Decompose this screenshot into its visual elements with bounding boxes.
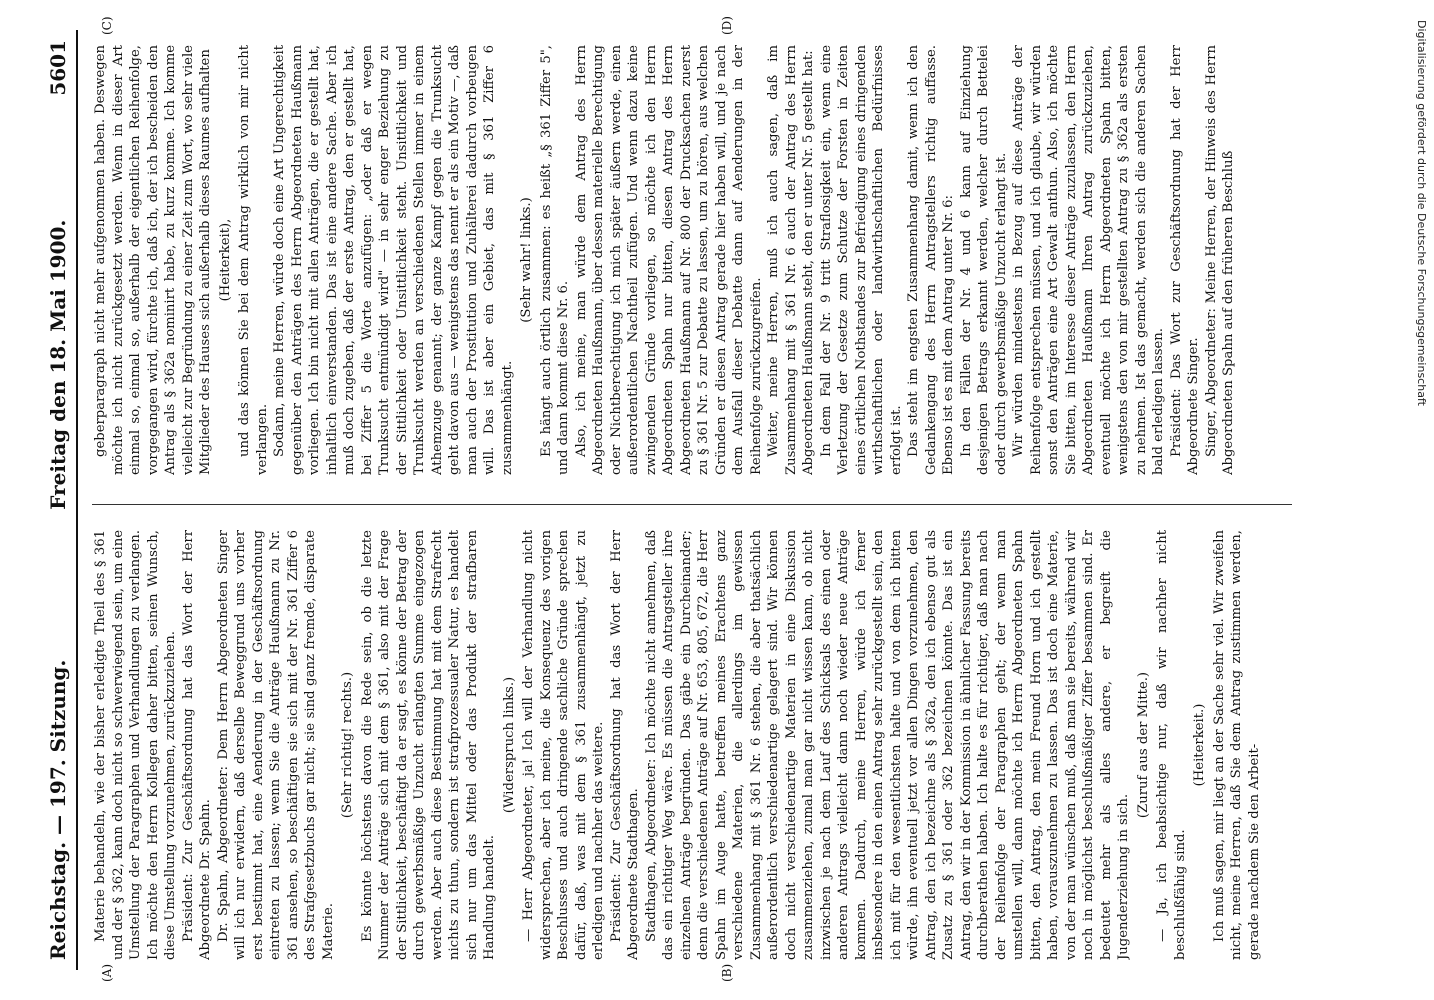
paragraph: Das steht im engsten Zusammenhang damit, wenn ich den Gedankengang des Herrn Antragstellers richtig auffasse. Ebenso ist es mit dem Antrag unter Nr. 6: — [906, 45, 956, 475]
paragraph: Es könnte höchstens davon die Rede sein, ob die letzte Nummer der Anträge sich mit dem § 361, also mit der Frage der Sittlichkeit, beschäftigt da er sagt, es könne der Betrag der durch gewerbsmäßige Unzucht erlangten Summe eingezogen werden. Aber auch diese Bestimmung hat mit dem Strafrecht nichts zu thun, sondern ist strafprozessualer Natur, es handelt sich nur um das Mittel oder das Produkt der strafbaren Handlung handelt. — [359, 530, 497, 960]
margin-mark-c: (C) — [100, 16, 114, 35]
paragraph: In den Fällen der Nr. 4 und 6 kann auf Einziehung desjenigen Betrags erkannt werden, welcher durch Bettelei oder durch gewerbsmäßige Unzucht erlangt ist. — [958, 45, 1009, 475]
margin-mark-b: (B) — [720, 963, 734, 982]
margin-mark-d: (D) — [720, 16, 734, 35]
interjection: (Heiterkeit.) — [1192, 703, 1207, 787]
paragraph: Sodann, meine Herren, würde doch eine Art Ungerechtigkeit gegenüber den Anträgen des Herrn Abgeordneten Haußmann vorliegen. Ich bin nicht mit allen Anträgen, die er gestellt hat, inhaltlich einverstanden. Das ist eine andere Sache. Aber ich muß doch zugeben, daß der erste Antrag, den er gestellt hat, bei Ziffer 5 die Worte anzufügen: „oder daß er wegen Trunksucht entmündigt wird" — in sehr enger Beziehung zu der Sittlichkeit oder Unsittlichkeit steht. Unsittlichkeit und Trunksucht werden an verschiedenen Stellen immer in einem Athemzuge genannt; der ganze Kampf gegen die Trunksucht geht davon aus — wenigstens das nennt er als ein Motiv —, daß man auch der Prostitution und Zuhälterei dadurch vorbeugen will. Das ist aber ein Gebiet, das mit § 361 Ziffer 6 zusammenhängt. — [272, 45, 515, 475]
paragraph: — Ja, ich beabsichtige nur, daß wir nachher nicht beschlußfähig sind. — [1155, 530, 1188, 960]
paragraph: Wir würden mindestens in Bezug auf diese Anträge der Reihenfolge entsprechen müssen, und ich glaube, wir würden sonst den Anträgen eine Art Gewalt anthun. Also, ich möchte Sie bitten, im Interesse dieser Anträge zuzulassen, den Herrn Abgeordneten Haußmann Ihren Antrag zurückzuziehen, eventuell möchte ich Herrn Abgeordneten Spahn bitten, wenigstens den von mir gestellten Antrag zu § 362a als ersten zu nehmen. Ist das gemacht, werden sich die anderen Sachen bald erledigen lassen. — [1011, 45, 1166, 475]
paragraph: — Herr Abgeordneter, ja! Ich will der Verhandlung nicht widersprechen, aber ich meine, die Konsequenz des vorigen Beschlusses und auch dringende sachliche Gründe sprechen dafür, daß, was mit dem § 361 zusammenhängt, jetzt zu erledigen und nachher das weitere. — [521, 530, 606, 960]
page-number: 5601 — [46, 40, 70, 96]
paragraph: Präsident: Zur Geschäftsordnung hat das Wort der Herr Abgeordnete Dr. Spahn. — [180, 530, 213, 960]
page-header — [40, 30, 78, 970]
paragraph: und das können Sie bei dem Antrag wirklich von mir nicht verlangen. — [237, 45, 270, 475]
header-date-text: Freitag den 18. Mai 1900. — [46, 219, 70, 510]
paragraph: Ich muß sagen, mir liegt an der Sache sehr viel. Wir zweifeln nicht, meine Herren, daß Sie dem Antrag zustimmen werden, gerade nachdem Sie den Arbeit- — [1211, 530, 1262, 960]
paragraph: Weiter, meine Herren, muß ich auch sagen, daß im Zusammenhang mit § 361 Nr. 6 auch der Antrag des Herrn Abgeordneten Haußmann steht, den er unter Nr. 5 gestellt hat: — [766, 45, 816, 475]
paragraph: Stadthagen, Abgeordneter: Ich möchte nicht annehmen, daß das ein richtiger Weg wäre. Es müssen die Antragsteller ihre einzelnen Anträge begründen. Das gäbe ein Durcheinander; denn die verschiedenen Anträge auf Nr. 653, 805, 672, die Herr Spahn im Auge hatte, betreffen meines Erachtens ganz verschiedene Materien, die allerdings im gewissen Zusammenhang mit § 361 Nr. 6 stehen, die aber thatsächlich außerordentlich verschiedenartige gelagert sind. Wir können doch nicht verschiedenartige Materien in eine Diskussion zusammenziehen, zumal man gar nicht wissen kann, ob nicht inzwischen je nach dem Lauf des Schicksals des einen oder anderen Antrags vielleicht dann noch wieder neue Anträge kommen. Dadurch, meine Herren, würde ich ferner insbesondere in den einen Antrag sehr zurückgestellt sein, den ich mit für den wesentlichsten halte und von dem ich bitten würde, ihn eventuell jetzt vor allen Dingen vorzunehmen, den Antrag, den ich bezeichne als § 362a, den ich ebenso gut als Zusatz zu § 361 oder 362 bezeichnen könnte. Das ist ein Antrag, den wir in der Kommission in ähnlicher Fassung bereits durchberathen haben. Ich halte es für richtiger, daß man nach der Reihenfolge der Paragraphen geht; der wenn man umstellen will, dann möchte ich Herrn Abgeordneten Spahn bitten, den Antrag, den mein Freund Horn und ich gestellt haben, vorauszunehmen zu lassen. Das ist doch eine Materie, von der man wünschen muß, daß man sie bereits, während wir noch in möglichst beschlußmäßiger Ziffer besammen sind. Er bedeutet mehr als alles andere, er begreift die Jugenderziehung in sich. — [643, 530, 1131, 960]
paragraph: Materie behandeln, wie der bisher erledigte Theil des § 361 und der § 362, kann doch nicht so schwerwiegend sein, um eine Umstellung der Paragraphen und Verhandlungen zu verlangen. Ich möchte den Herrn Kollegen daher bitten, seinen Wunsch, diese Umstellung vorzunehmen, zurückzuziehen. — [93, 530, 178, 960]
paragraph: Also, ich meine, man würde dem Antrag des Herrn Abgeordneten Haußmann, über dessen materielle Berechtigung oder Nichtberechtigung ich mich später äußern werde, einen außerordentlichen Nachtheil zufügen. Und wenn dazu keine zwingenden Gründe vorliegen, so möchte ich den Herrn Abgeordneten Spahn nur bitten, diesen Antrag des Herrn Abgeordneten Haußmann auf Nr. 800 der Drucksachen zuerst zu § 361 Nr. 5 zur Debatte zu lassen, um zu hören, aus welchen Gründen er diesen Antrag gerade hier haben will, und je nach dem Ausfall dieser Debatte dann auf Aenderungen in der Reihenfolge zurückzugreifen. — [573, 45, 764, 475]
paragraph: In dem Fall der Nr. 9 tritt Straflosigkeit ein, wenn eine Verletzung der Gesetze zum Schutze der Forsten in Zeiten eines örtlichen Nothstandes zur Befriedigung eines dringenden wirthschaftlichen oder landwirthschaftlichen Bedürfnisses erfolgt ist. — [818, 45, 904, 475]
interjection: (Heiterkeit), — [217, 218, 233, 302]
paragraph: Dr. Spahn, Abgeordneter: Dem Herrn Abgeordneten Singer will ich nur erwidern, daß derselbe Beweggrund uns vorher erst bestimmt hat, eine Aenderung in der Geschäftsordnung eintreten zu lassen; wenn Sie die Anträge Haußmann zu Nr. 361 ansehen, so beschäftigen sie sich mit der Nr. 361 Ziffer 6 des Strafgesetzbuchs gar nicht; sie sind ganz fremde, disparate Materie. — [215, 530, 336, 960]
paragraph: Es hängt auch örtlich zusammen: es heißt „§ 361 Ziffer 5", und dann kommt diese Nr. 6. — [538, 45, 571, 475]
credit-text: Digitalisierung gefördert durch die Deutsche Forschungsgemeinschaft — [1415, 20, 1428, 406]
text-column-left — [92, 530, 1292, 960]
interjection: (Sehr richtig! rechts.) — [340, 671, 355, 819]
header-date — [46, 40, 70, 510]
paragraph: geberparagraph nicht mehr aufgenommen haben. Deswegen möchte ich nicht zurückgesetzt werden. Wenn in dieser Art einmal so, einmal so, außerhalb der eigentlichen Reihenfolge, vorgegangen wird, fürchte ich, daß ich, der ich bescheiden den Antrag als § 362a nominirt habe, zu kurz komme. Ich komme vielleicht zur Begründung zu einer Zeit zum Wort, wo sehr viele Mitglieder des Hauses sich außerhalb dieses Raumes aufhalten — [93, 45, 213, 475]
interjection: (Zuruf aus der Mitte.) — [1135, 671, 1151, 819]
column-divider — [92, 504, 1292, 505]
digitization-credit — [1412, 20, 1428, 980]
interjection: (Widerspruch links.) — [501, 676, 517, 814]
margin-mark-a: (A) — [100, 963, 114, 982]
paragraph: Singer, Abgeordneter: Meine Herren, der Hinweis des Herrn Abgeordneten Spahn auf den früheren Beschluß — [1203, 45, 1236, 475]
text-column-right — [92, 45, 1292, 475]
paragraph: Präsident: Das Wort zur Geschäftsordnung hat der Herr Abgeordnete Singer. — [1168, 45, 1201, 475]
header-session: Reichstag. — 197. Sitzung. — [46, 659, 70, 960]
interjection: (Sehr wahr! links.) — [519, 197, 534, 323]
paragraph: Präsident: Zur Geschäftsordnung hat das Wort der Herr Abgeordnete Stadthagen. — [608, 530, 641, 960]
